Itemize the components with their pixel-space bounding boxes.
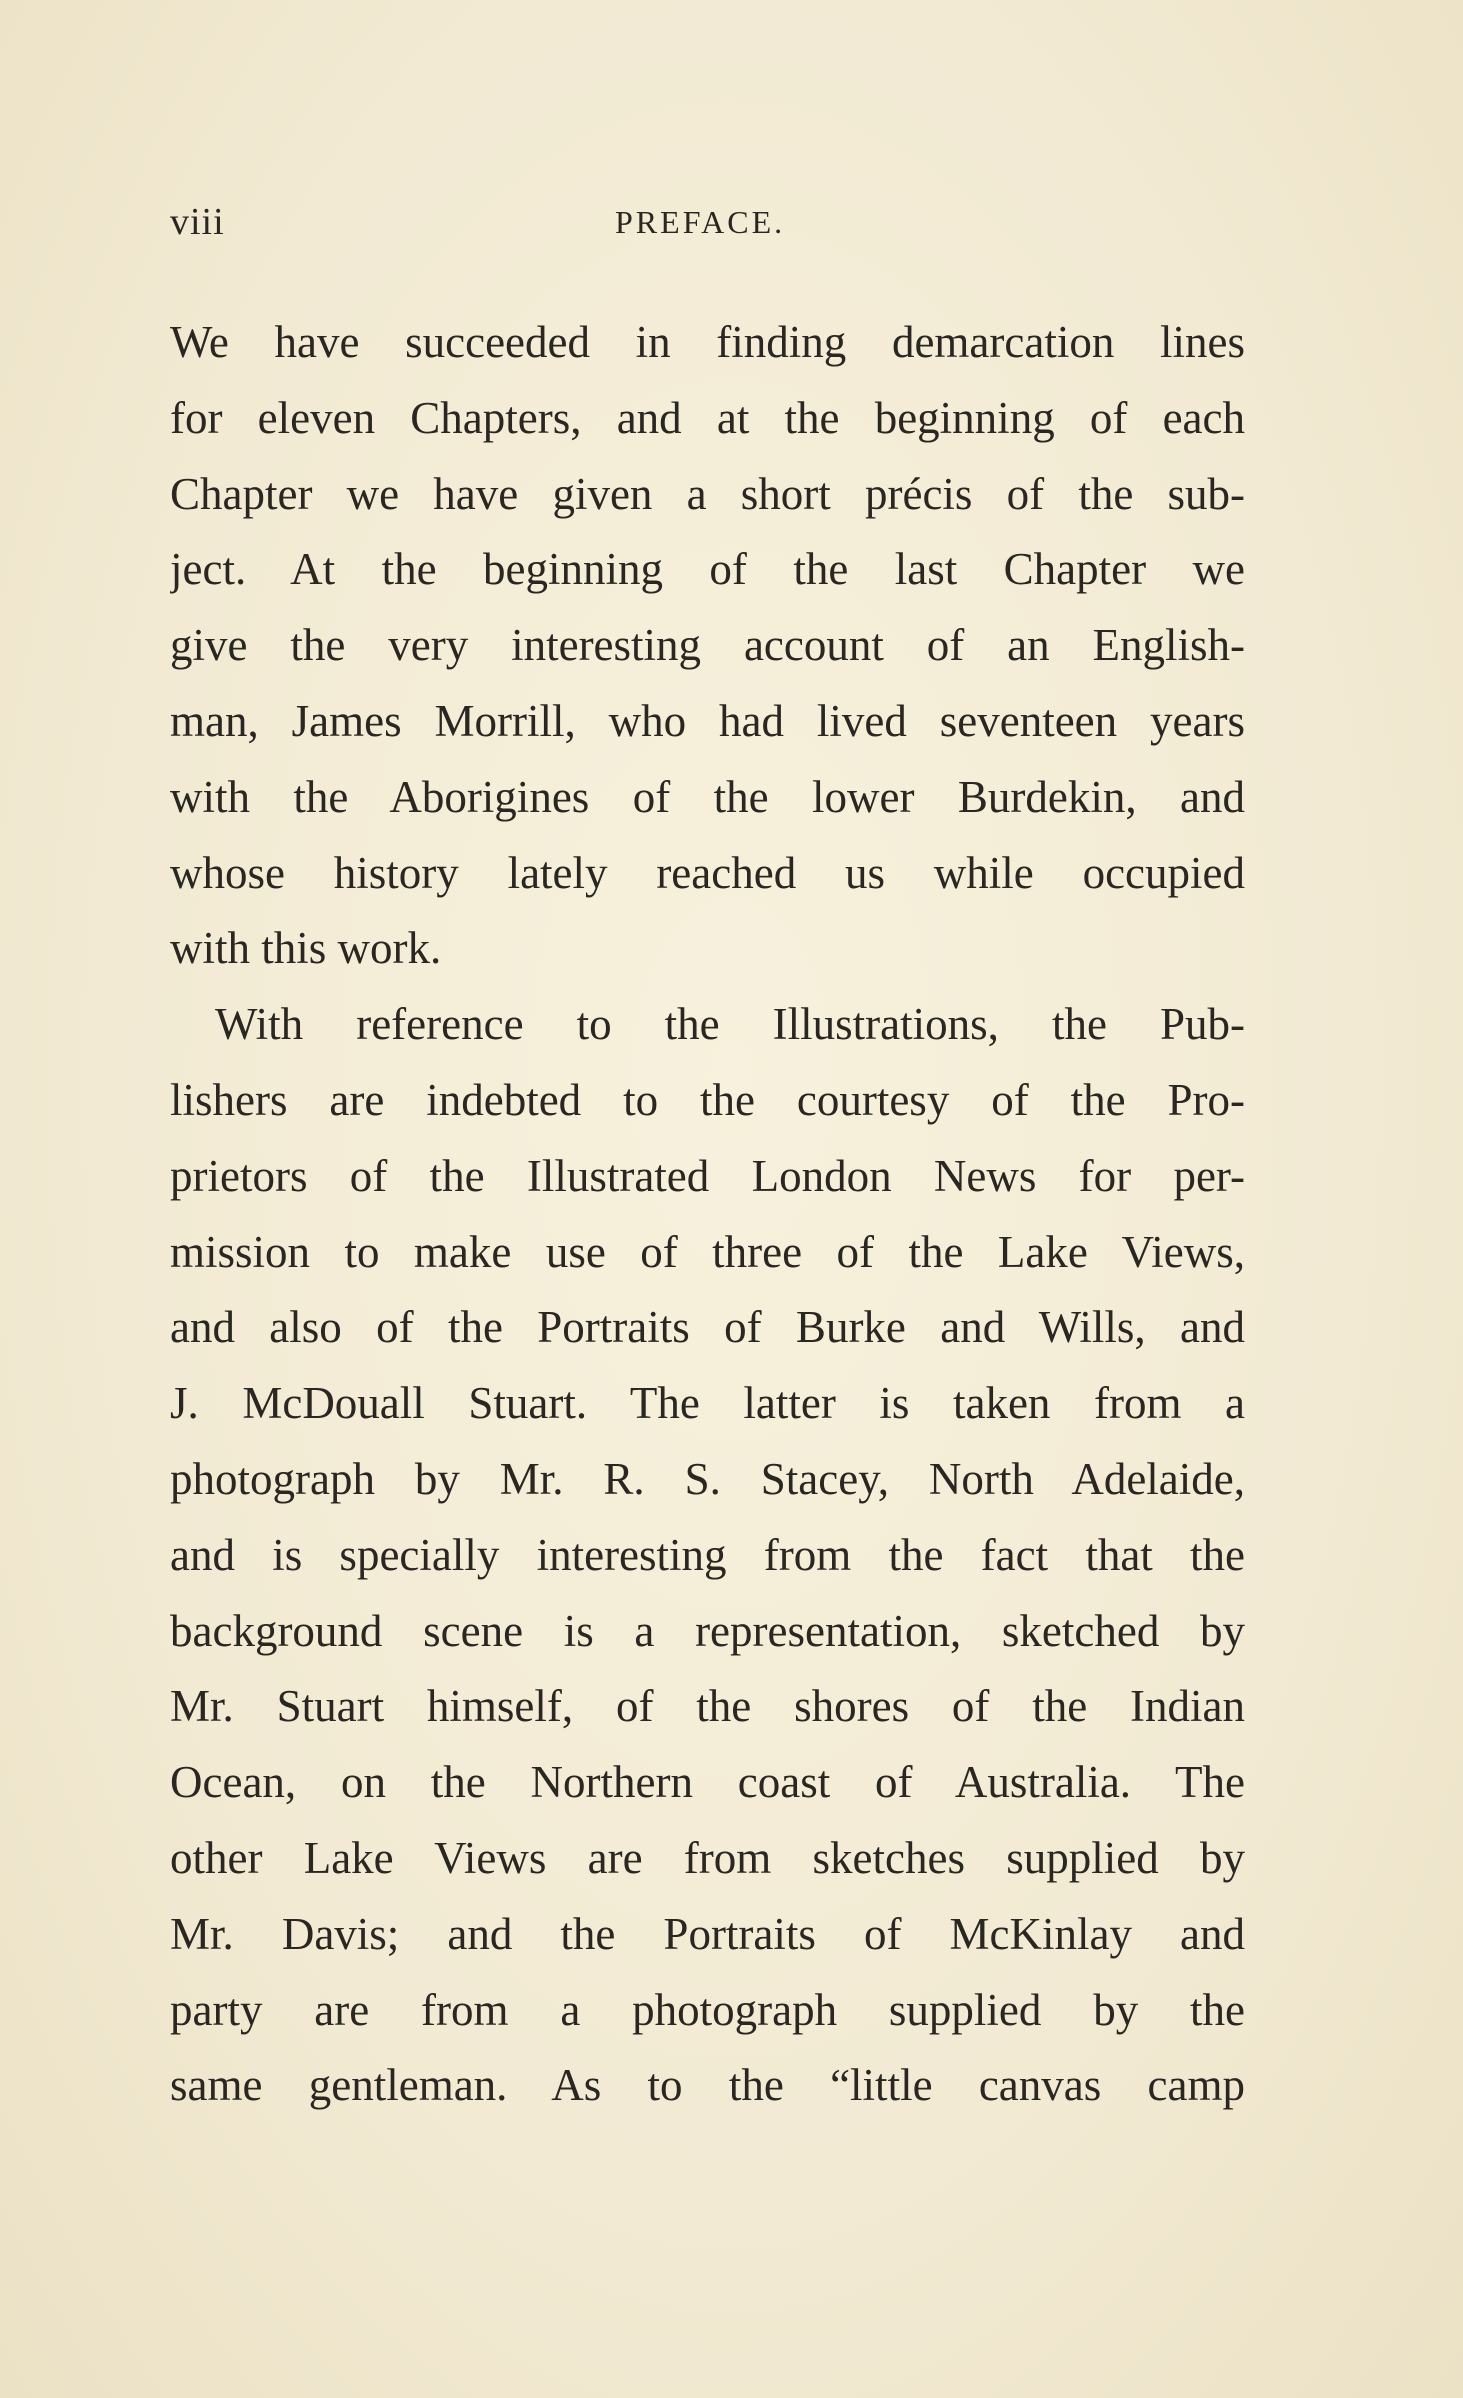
running-title: PREFACE. (615, 204, 786, 240)
text-line: background scene is a representation, sketched by (170, 1605, 1245, 1656)
text-line: other Lake Views are from sketches supplied by (170, 1832, 1245, 1883)
text-line: J. McDouall Stuart. The latter is taken from a (170, 1378, 1245, 1429)
text-line: for eleven Chapters, and at the beginning of each (170, 392, 1245, 443)
paragraph-end-line: with this work. (170, 923, 442, 974)
text-line: and is specially interesting from the fact that the (170, 1529, 1245, 1580)
text-line: ject. At the beginning of the last Chapter we (170, 544, 1245, 595)
text-line: lishers are indebted to the courtesy of the Pro- (170, 1074, 1245, 1125)
text-line: Mr. Stuart himself, of the shores of the Indian (170, 1681, 1245, 1732)
text-line: mission to make use of three of the Lake Views, (170, 1226, 1245, 1277)
text-line: and also of the Portraits of Burke and Wills, and (170, 1302, 1245, 1353)
text-line: Chapter we have given a short précis of the sub- (170, 468, 1245, 519)
text-line: party are from a photograph supplied by the (170, 1984, 1245, 2035)
text-line: photograph by Mr. R. S. Stacey, North Adelaide, (170, 1453, 1245, 1504)
text-line: prietors of the Illustrated London News for per- (170, 1150, 1245, 1201)
text-line: With reference to the Illustrations, the Pub- (215, 999, 1245, 1050)
page-number: viii (170, 201, 225, 243)
text-line: give the very interesting account of an English- (170, 620, 1245, 671)
text-line: same gentleman. As to the “little canvas camp (170, 2060, 1245, 2111)
text-line: We have succeeded in finding demarcation lines (170, 317, 1245, 367)
text-line: whose history lately reached us while occupied (170, 847, 1245, 898)
running-head (170, 200, 795, 260)
text-line: Mr. Davis; and the Portraits of McKinlay and (170, 1908, 1245, 1959)
preface-text (170, 305, 1245, 2124)
text-line: Ocean, on the Northern coast of Australia. The (170, 1757, 1245, 1808)
text-line: with the Aborigines of the lower Burdekin, and (170, 771, 1245, 822)
text-line: man, James Morrill, who had lived seventeen years (170, 695, 1245, 746)
